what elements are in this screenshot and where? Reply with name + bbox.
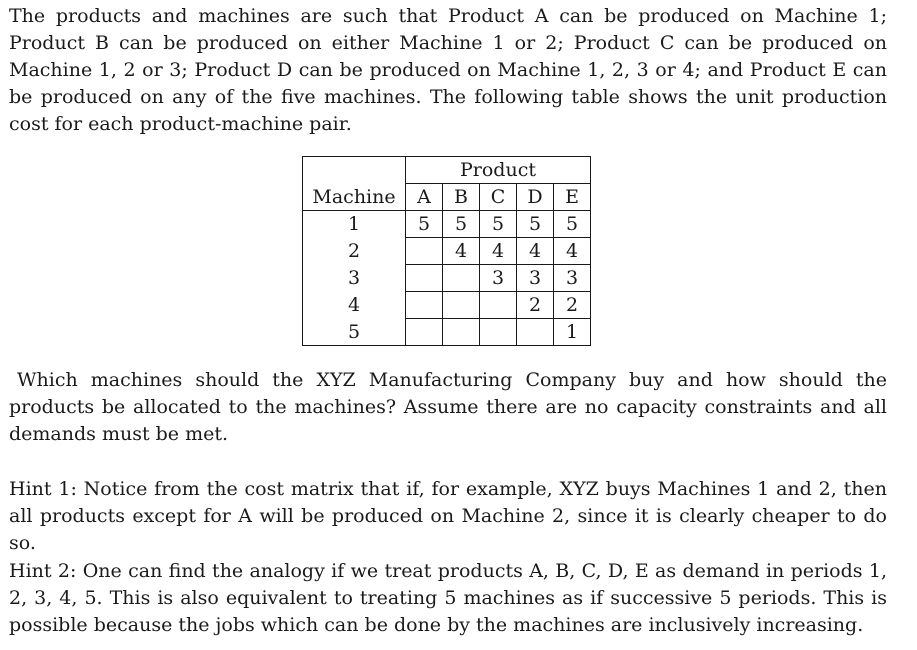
question-text: Which machines should the XYZ Manufacturing Company buy and how should the products be allocated to the machines? Assume there are no capacity constraints and all demands must be met. <box>9 369 887 445</box>
hint-1-paragraph: Hint 1: Notice from the cost matrix that if, for example, XYZ buys Machines 1 and 2, then all products except for A will be produced on Machine 2, since it is clearly cheaper to do so. <box>9 478 887 554</box>
cost-cell <box>517 319 554 346</box>
cost-cell: 5 <box>554 211 591 238</box>
product-col-header: B <box>443 184 480 211</box>
cost-cell: 2 <box>517 292 554 319</box>
cost-cell <box>443 319 480 346</box>
cost-cell <box>480 292 517 319</box>
question-paragraph <box>9 367 887 448</box>
machine-header: Machine <box>303 184 406 211</box>
machine-label: 3 <box>303 265 406 292</box>
cost-cell <box>406 292 443 319</box>
cost-cell: 4 <box>517 238 554 265</box>
cost-cell: 5 <box>517 211 554 238</box>
cost-cell <box>406 265 443 292</box>
cost-cell: 4 <box>480 238 517 265</box>
product-header: Product <box>406 157 591 184</box>
product-col-header: E <box>554 184 591 211</box>
table-row <box>303 319 591 346</box>
table-corner-cell <box>303 157 406 184</box>
cost-cell: 3 <box>480 265 517 292</box>
cost-cell <box>406 238 443 265</box>
machine-label: 1 <box>303 211 406 238</box>
cost-cell <box>406 319 443 346</box>
cost-cell <box>443 265 480 292</box>
product-col-header: C <box>480 184 517 211</box>
machine-label: 4 <box>303 292 406 319</box>
cost-cell: 5 <box>406 211 443 238</box>
cost-cell <box>443 292 480 319</box>
cost-cell: 4 <box>554 238 591 265</box>
table-row <box>303 211 591 238</box>
machine-label: 2 <box>303 238 406 265</box>
cost-cell: 1 <box>554 319 591 346</box>
cost-table <box>302 156 591 346</box>
cost-cell <box>480 319 517 346</box>
table-product-header-row <box>303 157 591 184</box>
table-row <box>303 265 591 292</box>
table-row <box>303 292 591 319</box>
cost-cell: 2 <box>554 292 591 319</box>
cost-cell: 5 <box>480 211 517 238</box>
product-col-header: D <box>517 184 554 211</box>
product-col-header: A <box>406 184 443 211</box>
machine-label: 5 <box>303 319 406 346</box>
table-row <box>303 238 591 265</box>
cost-cell: 3 <box>554 265 591 292</box>
table-column-header-row <box>303 184 591 211</box>
cost-cell: 4 <box>443 238 480 265</box>
intro-paragraph: The products and machines are such that Product A can be produced on Machine 1; Product B can be produced on either Machine 1 or 2; Product C can be produced on Machine 1, 2 or 3; Product D can be produced on Machine 1, 2, 3 or 4; and Product E can be produced on any of the five machines. The following table shows the unit production cost for each product-machine pair. <box>9 5 887 135</box>
hint-2-paragraph: Hint 2: One can find the analogy if we treat products A, B, C, D, E as demand in periods 1, 2, 3, 4, 5. This is also equivalent to treating 5 machines as if successive 5 periods. This is possible because the jobs which can be done by the machines are inclusively increasing. <box>9 560 887 636</box>
cost-cell: 5 <box>443 211 480 238</box>
cost-cell: 3 <box>517 265 554 292</box>
